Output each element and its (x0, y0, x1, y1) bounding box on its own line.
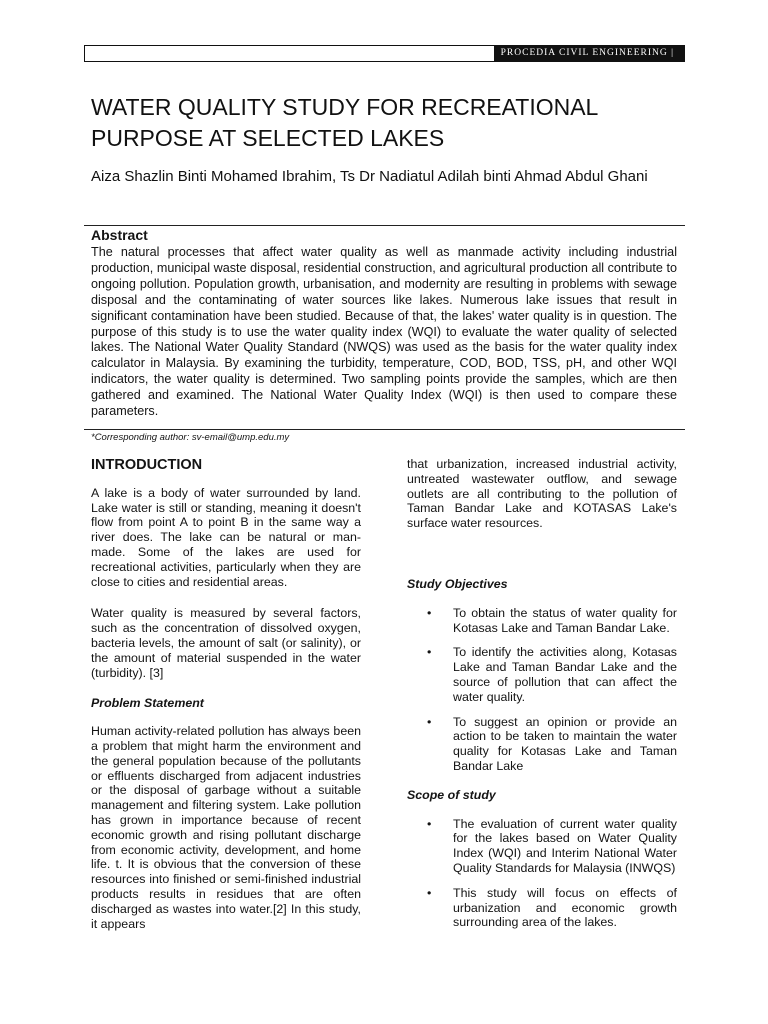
problem-statement-paragraph: Human activity-related pollution has always been a problem that might harm the environment and the general population because of the pollutants or effluents discharged from adjacent industries or the disposal of garbage without a suitable management and filtering system. Lake pollution has grown in importance because of recent economic growth and rising pollutant discharge from economic activity, development, and home life. t. It is obvious that the conversion of these resources into finished or semi-finished industrial products results in residues that are often discharged as wastes into water.[2] In this study, it appears (91, 724, 361, 931)
study-objectives-heading: Study Objectives (407, 576, 508, 591)
bullet-marker: • (427, 605, 432, 620)
bullet-marker: • (427, 885, 432, 900)
problem-statement-heading: Problem Statement (91, 696, 204, 711)
abstract-bottom-rule (84, 429, 685, 430)
intro-paragraph-2: Water quality is measured by several factors, such as the concentration of dissolved oxygen, bacteria levels, the amount of salt (or salinity), or the amount of material suspended in the water (turbidity). [3] (91, 606, 361, 680)
list-item: • To obtain the status of water quality for Kotasas Lake and Taman Bandar Lake. (427, 605, 677, 635)
abstract-top-rule (84, 225, 685, 226)
author-list: Aiza Shazlin Binti Mohamed Ibrahim, Ts Dr Nadiatul Adilah binti Ahmad Abdul Ghani (91, 168, 648, 185)
list-item: • To identify the activities along, Kotasas Lake and Taman Bandar Lake and the source of pollution that can affect the water quality. (427, 645, 677, 704)
right-column (407, 457, 677, 940)
paper-title: WATER QUALITY STUDY FOR RECREATIONAL PURPOSE AT SELECTED LAKES (91, 94, 598, 151)
abstract-heading: Abstract (91, 227, 148, 243)
corresponding-author-note: *Corresponding author: sv-email@ump.edu.my (91, 432, 290, 443)
journal-name: PROCEDIA CIVIL ENGINEERING | (494, 46, 684, 61)
list-item: • The evaluation of current water quality for the lakes based on Water Quality Index (WQI) and Interim National Water Quality Standards for Malaysia (INWQS) (427, 816, 677, 875)
continued-paragraph: that urbanization, increased industrial activity, untreated wastewater outflow, and sewage outlets are all contributing to the pollution of Taman Bandar Lake and KOTASAS Lake's surface water resources. (407, 457, 677, 531)
scope-list (407, 817, 677, 931)
bullet-marker: • (427, 816, 432, 831)
objectives-list (407, 606, 677, 774)
list-item: • This study will focus on effects of urbanization and economic growth surrounding area of the lakes. (427, 885, 677, 930)
abstract-text: The natural processes that affect water quality as well as manmade activity including industrial production, municipal waste disposal, residential construction, and agricultural production all contribute to ongoing pollution. Population growth, urbanisation, and modernity are resulting in problems with sewage disposal and the contaminating of water sources like lakes. Numerous lake issues that result in significant contamination have been studied. Because of that, the lakes' water quality is in question. The purpose of this study is to use the water quality index (WQI) to evaluate the water quality of selected lakes. The National Water Quality Standard (NWQS) was used as the basis for the water quality index calculator in Malaysia. By examining the turbidity, temperature, COD, BOD, TSS, pH, and other WQI indicators, the water quality is determined. Two sampling points provide the samples, which are then gathered and examined. The National Water Quality Index (WQI) is then used to compare these parameters. (91, 245, 677, 419)
bullet-marker: • (427, 645, 432, 660)
left-column (91, 458, 361, 931)
scope-of-study-heading: Scope of study (407, 787, 496, 802)
intro-paragraph-1: A lake is a body of water surrounded by land. Lake water is still or standing, meaning it doesn't flow from point A to point B in the same way a river does. The lake can be natural or man-made. Some of the lakes are used for recreational activities, particularly when they are close to cities and residential areas. (91, 485, 361, 589)
bullet-marker: • (427, 714, 432, 729)
introduction-heading: INTRODUCTION (91, 457, 203, 473)
list-item: • To suggest an opinion or provide an action to be taken to maintain the water quality for Kotasas Lake and Taman Bandar Lake (427, 714, 677, 773)
journal-header-bar (84, 45, 685, 62)
